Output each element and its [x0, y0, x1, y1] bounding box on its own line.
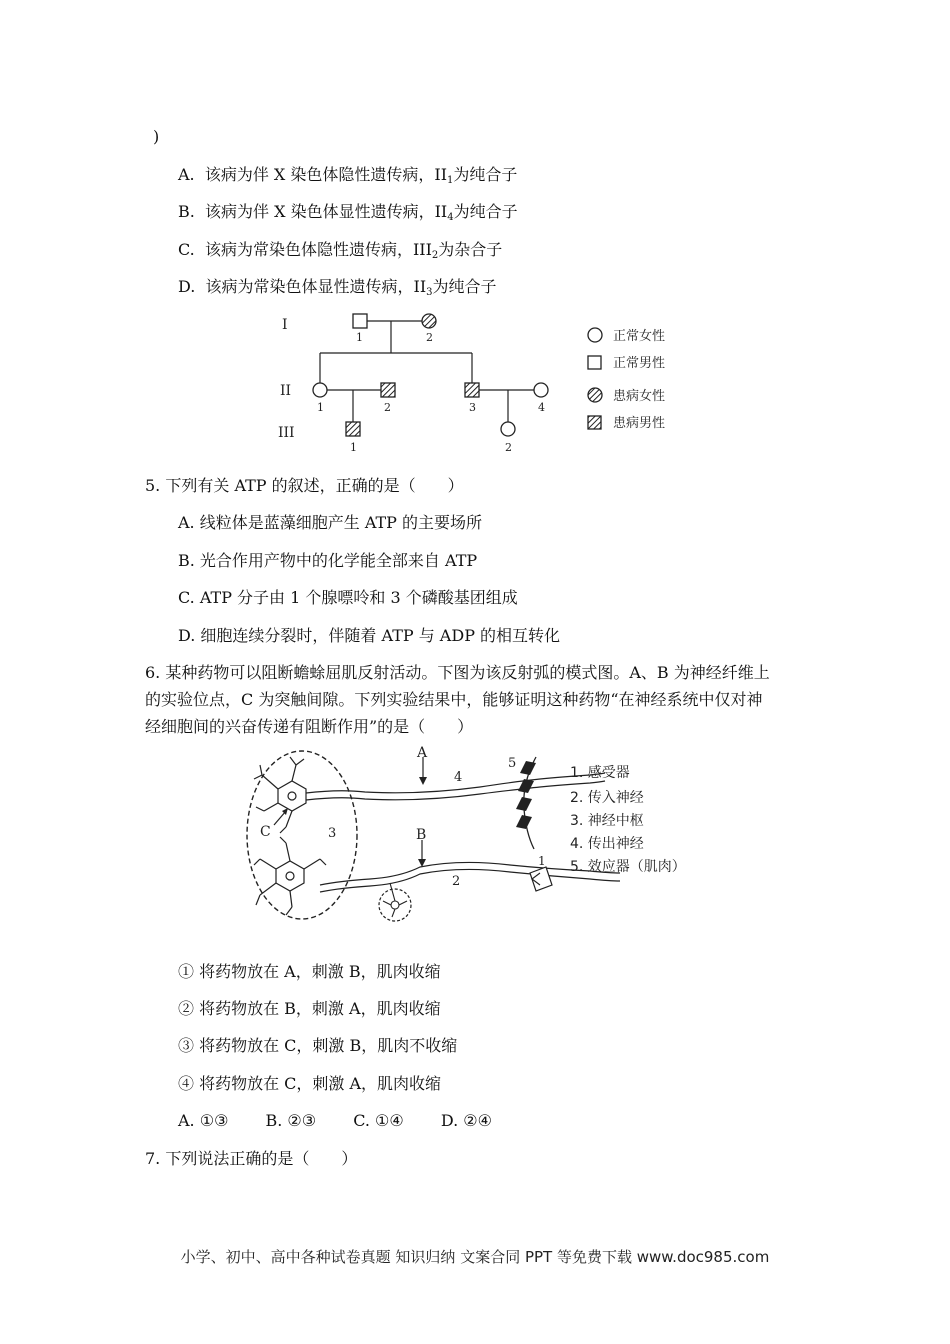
option-d: D. 该病为常染色体显性遗传病，$II_3$为纯合子 — [178, 277, 497, 298]
svg-text:5: 5 — [508, 756, 517, 771]
q5-option-c: C. ATP 分子由 1 个腺嘌呤和 3 个磷酸基团组成 — [178, 588, 518, 607]
ii4-normal-female — [534, 383, 548, 397]
legend-affected-female-icon — [588, 388, 602, 402]
svg-text:3. 神经中枢: 3. 神经中枢 — [570, 813, 644, 829]
pedigree-diagram — [270, 305, 690, 460]
svg-text:C: C — [260, 824, 271, 840]
i2-affected-female — [422, 314, 436, 328]
option-c: C. 该病为常染色体隐性遗传病，$III_2$为杂合子 — [178, 240, 503, 261]
page-footer: 小学、初中、高中各种试卷真题 知识归纳 文案合同 PPT 等免费下载 www.doc985.com — [180, 1248, 770, 1266]
svg-text:2. 传入神经: 2. 传入神经 — [570, 790, 644, 806]
q5-option-d: D. 细胞连续分裂时，伴随着 ATP 与 ADP 的相互转化 — [178, 626, 561, 645]
q7-stem: 7. 下列说法正确的是（ ） — [145, 1149, 358, 1168]
ii1-normal-female — [313, 383, 327, 397]
legend-normal-male-icon — [588, 356, 601, 369]
lower-neuron — [254, 837, 326, 915]
svg-text:1. 感受器: 1. 感受器 — [570, 765, 630, 781]
gen-label-2: II — [280, 383, 292, 399]
iii1-affected-male — [346, 422, 360, 436]
effector-muscle — [516, 757, 536, 849]
q6-statement-4: ④ 将药物放在 C，刺激 A，肌肉收缩 — [178, 1074, 442, 1093]
ii2-affected-male — [381, 383, 395, 397]
svg-text:3: 3 — [469, 401, 476, 414]
svg-text:A: A — [417, 745, 428, 761]
svg-text:正常男性: 正常男性 — [613, 356, 666, 371]
q5-option-b: B. 光合作用产物中的化学能全部来自 ATP — [178, 551, 478, 570]
svg-text:4. 传出神经: 4. 传出神经 — [570, 836, 644, 852]
q6-choices: A. ①③ B. ②③ C. ①④ D. ②④ — [178, 1111, 492, 1130]
ii3-affected-male — [465, 383, 479, 397]
legend-normal-female-icon — [588, 328, 602, 342]
svg-text:4: 4 — [538, 401, 545, 414]
receptor — [530, 867, 552, 891]
spinal-ganglion — [379, 889, 411, 921]
q6-statement-1: ① 将药物放在 A，刺激 B，肌肉收缩 — [178, 962, 441, 981]
svg-text:4: 4 — [454, 770, 463, 785]
q6-statement-3: ③ 将药物放在 C，刺激 B，肌肉不收缩 — [178, 1036, 458, 1055]
iii2-normal-female — [501, 422, 515, 436]
svg-text:2: 2 — [384, 401, 391, 414]
option-b: B. 该病为伴 X 染色体显性遗传病，$II_4$为纯合子 — [178, 202, 518, 223]
q5-stem: 5. 下列有关 ATP 的叙述，正确的是（ ） — [145, 476, 464, 495]
legend-affected-male-icon — [588, 416, 601, 429]
reflex-arc-diagram — [240, 745, 720, 940]
gen-label-1: I — [282, 317, 288, 333]
close-paren: ) — [153, 127, 160, 146]
svg-text:3: 3 — [328, 826, 337, 841]
svg-text:1: 1 — [356, 331, 363, 344]
q5-option-a: A. 线粒体是蓝藻细胞产生 ATP 的主要场所 — [178, 513, 483, 532]
q6-stem-line-3: 经细胞间的兴奋传递有阻断作用”的是（ ） — [145, 717, 474, 736]
upper-neuron — [254, 757, 306, 833]
q6-stem-line-1: 6. 某种药物可以阻断蟾蜍屈肌反射活动。下图为该反射弧的模式图。A、B 为神经纤维上 — [145, 663, 770, 682]
svg-text:正常女性: 正常女性 — [613, 329, 666, 344]
q6-stem-line-2: 的实验位点，C 为突触间隙。下列实验结果中，能够证明这种药物“在神经系统中仅对神 — [145, 690, 763, 709]
i1-normal-male — [353, 314, 367, 328]
q6-statement-2: ② 将药物放在 B，刺激 A，肌肉收缩 — [178, 999, 441, 1018]
svg-text:1: 1 — [350, 441, 357, 454]
svg-text:1: 1 — [538, 854, 546, 868]
svg-text:2: 2 — [426, 331, 433, 344]
svg-text:患病男性: 患病男性 — [613, 416, 666, 431]
gen-label-3: III — [278, 425, 295, 441]
svg-text:1: 1 — [317, 401, 324, 414]
option-a: A. 该病为伴 X 染色体隐性遗传病，$II_1$为纯合子 — [178, 165, 518, 186]
svg-text:B: B — [416, 827, 427, 843]
svg-text:2: 2 — [505, 441, 512, 454]
svg-text:5. 效应器（肌肉）: 5. 效应器（肌肉） — [570, 859, 686, 875]
svg-text:2: 2 — [452, 874, 461, 889]
svg-text:患病女性: 患病女性 — [613, 389, 666, 404]
